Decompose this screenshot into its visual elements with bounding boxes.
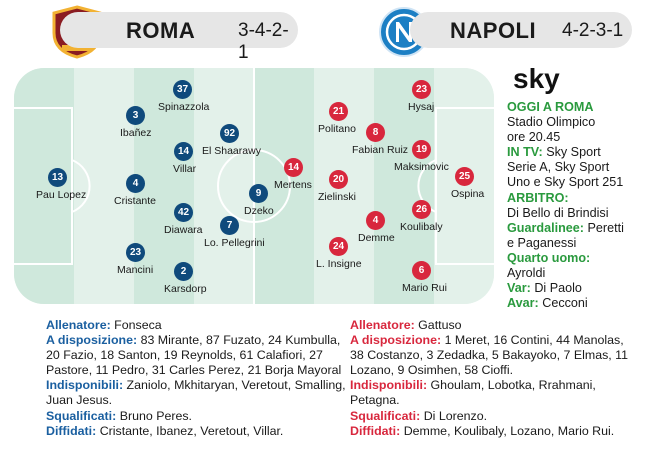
unavailable-label: Indisponibili: — [46, 378, 124, 393]
player-number: 25 — [455, 167, 474, 186]
player-number: 8 — [366, 123, 385, 142]
player-name: Cristante — [114, 195, 157, 207]
fourth-official-name: Ayroldi — [507, 266, 546, 281]
player-number: 24 — [329, 237, 348, 256]
player-number: 6 — [412, 261, 431, 280]
linesmen-line: Peretti — [587, 220, 624, 235]
home-team-name: ROMA — [126, 18, 196, 43]
tv-label: IN TV: — [507, 145, 543, 160]
away-details — [350, 318, 640, 439]
player-name: Lo. Pellegrini — [204, 237, 265, 249]
unavailable-label: Indisponibili: — [350, 378, 428, 393]
player-number: 19 — [412, 140, 431, 159]
player-name: Zielinski — [318, 191, 356, 203]
venue-label: OGGI A ROMA — [507, 100, 594, 114]
tv-line: Sky Sport — [546, 145, 601, 160]
player-name: Ospina — [451, 188, 485, 200]
unavailable-list: Ghoulam, Lobotka, Rrahmani, Petagna. — [350, 378, 596, 408]
linesmen-label: Guardalinee: — [507, 220, 584, 235]
fourth-official-label: Quarto uomo: — [507, 250, 591, 265]
player-number: 7 — [220, 216, 239, 235]
player-name: Hysaj — [408, 101, 435, 113]
venue-line: ore 20.45 — [507, 130, 561, 145]
linesmen-line: e Paganessi — [507, 235, 577, 250]
player-number: 92 — [220, 124, 239, 143]
player-name: El Shaarawy — [202, 145, 261, 157]
player-name: Koulibaly — [400, 221, 443, 233]
referee-name: Di Bello di Brindisi — [507, 205, 609, 220]
player-number: 3 — [126, 106, 145, 125]
home-header — [60, 12, 298, 63]
player-name: Fabian Ruiz — [352, 144, 409, 156]
player-number: 9 — [249, 184, 268, 203]
coach-name: Gattuso — [418, 318, 462, 332]
away-header — [410, 12, 632, 48]
avar-label: Avar: — [507, 296, 539, 311]
coach-name: Fonseca — [114, 318, 162, 332]
home-details — [46, 318, 346, 439]
player-name: Demme — [358, 232, 395, 244]
player-name: Ibañez — [120, 127, 152, 139]
referee-label: ARBITRO: — [507, 190, 569, 205]
avar-name: Cecconi — [542, 296, 588, 311]
warned-list: Cristante, Ibanez, Veretout, Villar. — [99, 423, 284, 438]
player-number: 20 — [329, 170, 348, 189]
bench-list: 83 Mirante, 87 Fuzato, 24 Kumbulla, 20 Fazio, 18 Santon, 19 Reynolds, 61 Calafiori, 27 Pastore, 11 Pedro, 31 Carles Perez, 21 Borja Mayoral — [46, 333, 342, 378]
sky-logo-icon — [513, 64, 565, 99]
venue-line: Stadio Olimpico — [507, 115, 596, 130]
warned-label: Diffidati: — [46, 423, 97, 438]
player-number: 14 — [284, 158, 303, 177]
coach-label: Allenatore: — [350, 318, 415, 332]
player-number: 14 — [174, 142, 193, 161]
player-name: Mancini — [117, 264, 154, 276]
suspended-label: Squalificati: — [46, 408, 117, 423]
bench-label: A disposizione: — [46, 333, 138, 348]
player-name: Diawara — [164, 224, 203, 236]
away-formation: 4-2-3-1 — [562, 20, 624, 41]
player-name: Pau Lopez — [36, 189, 87, 201]
player-name: Villar — [173, 163, 197, 175]
coach-label: Allenatore: — [46, 318, 111, 332]
player-number: 4 — [126, 174, 145, 193]
suspended-label: Squalificati: — [350, 408, 421, 423]
suspended-list: Bruno Peres. — [119, 408, 193, 423]
bench-label: A disposizione: — [350, 333, 442, 348]
player-number: 42 — [174, 203, 193, 222]
pitch — [14, 68, 494, 304]
warned-label: Diffidati: — [350, 423, 401, 438]
player-number: 23 — [412, 80, 431, 99]
player-name: Dzeko — [244, 205, 274, 217]
tv-line: Uno e Sky Sport 251 — [507, 175, 624, 190]
player-number: 37 — [173, 80, 192, 99]
player-number: 26 — [412, 200, 431, 219]
sky-logo-text: sky — [513, 64, 560, 94]
bench-list: 1 Meret, 16 Contini, 44 Manolas, 38 Costanzo, 3 Zedadka, 5 Bakayoko, 7 Elmas, 11 Lozano, 9 Osimhen, 58 Cioffi. — [350, 333, 629, 378]
unavailable-list: Zaniolo, Mkhitaryan, Veretout, Smalling, Juan Jesus. — [46, 378, 346, 408]
var-name: Di Paolo — [534, 281, 582, 296]
player-number: 21 — [329, 102, 348, 121]
home-formation: 3-4-2-1 — [238, 20, 289, 63]
suspended-list: Di Lorenzo. — [423, 408, 488, 423]
player-number: 2 — [174, 262, 193, 281]
player-name: Politano — [318, 123, 356, 135]
player-name: Mertens — [274, 179, 312, 191]
player-number: 23 — [126, 243, 145, 262]
var-label: Var: — [507, 281, 531, 296]
player-name: Spinazzola — [158, 101, 210, 113]
player-number: 13 — [48, 168, 67, 187]
player-name: Maksimovic — [394, 161, 449, 173]
match-info — [507, 100, 641, 311]
away-team-name: NAPOLI — [450, 18, 537, 43]
player-number: 4 — [366, 211, 385, 230]
warned-list: Demme, Koulibaly, Lozano, Mario Rui. — [403, 423, 615, 438]
player-name: L. Insigne — [316, 258, 362, 270]
player-name: Karsdorp — [164, 283, 207, 295]
tv-line: Serie A, Sky Sport — [507, 160, 610, 175]
player-name: Mario Rui — [402, 282, 447, 294]
